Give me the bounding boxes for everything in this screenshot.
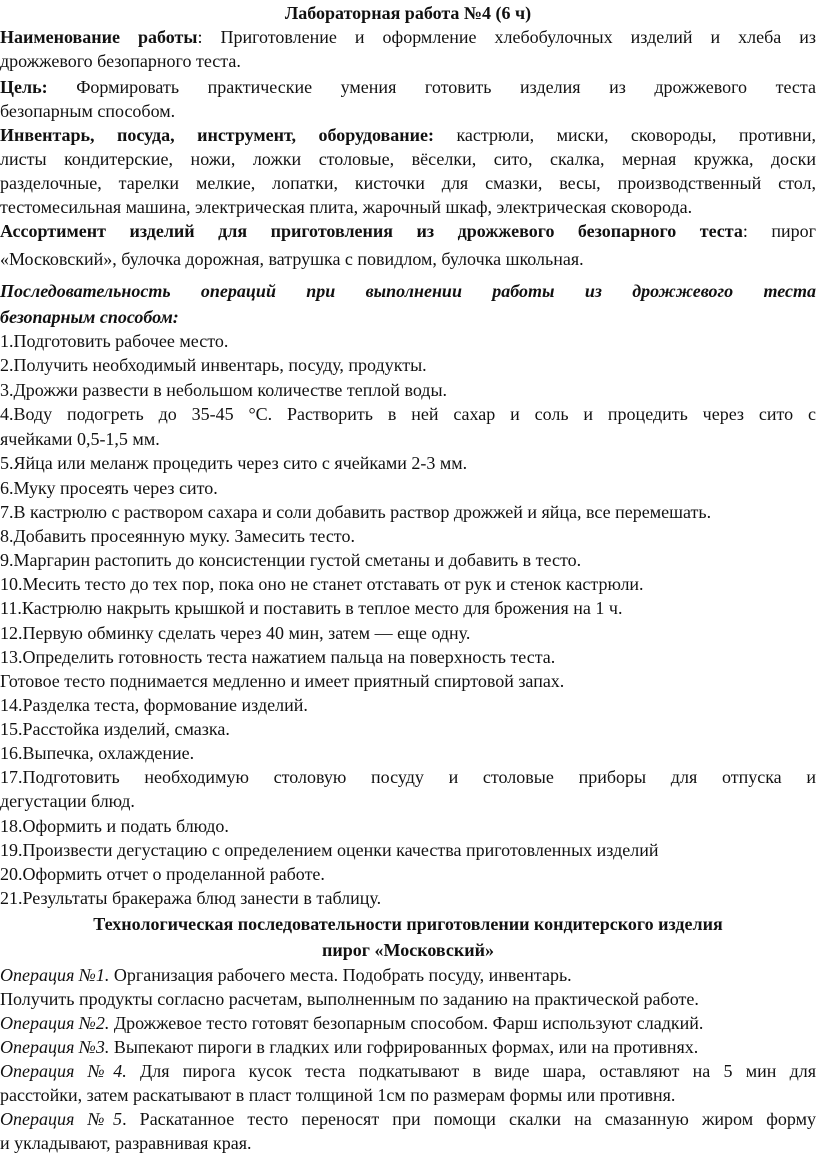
step-19: 19.Произвести дегустацию с определением оценки качества приготовленных изделий <box>0 840 659 860</box>
step-2: 2.Получить необходимый инвентарь, посуду, продукты. <box>0 355 427 375</box>
work-name-line-2: дрожжевого безопарного теста. <box>0 51 241 71</box>
page-title: Лабораторная работа №4 (6 ч) <box>284 3 532 23</box>
goal-text: Формировать практические умения готовить изделия из дрожжевого теста <box>47 77 816 97</box>
step-11: 11.Кастрюлю накрыть крышкой и поставить в теплое место для брожения на 1 ч. <box>0 598 623 618</box>
assortment-line-1 <box>0 220 816 242</box>
goal-line-2: безопарным способом. <box>0 101 176 121</box>
operation-1-text: Организация рабочего места. Подобрать посуду, инвентарь. <box>109 965 572 985</box>
step-12: 12.Первую обминку сделать через 40 мин, затем — еще одну. <box>0 623 471 643</box>
operation-3-label: Операция №3. <box>0 1037 110 1057</box>
step-6: 6.Муку просеять через сито. <box>0 478 218 498</box>
tech-heading-line-2: пирог «Московский» <box>322 940 494 960</box>
work-name-label: Наименование работы <box>0 27 198 47</box>
step-15: 15.Расстойка изделий, смазка. <box>0 719 230 739</box>
operation-4-text: Для пирога кусок теста подкатывают в виде шара, оставляют на 5 мин для <box>126 1061 816 1081</box>
assortment-text: : пирог <box>742 221 816 241</box>
operation-1 <box>0 964 816 986</box>
operation-2 <box>0 1012 816 1034</box>
step-17-line-2: дегустации блюд. <box>0 791 135 811</box>
inventory-line-4: тестомесильная машина, электрическая плита, жарочный шкаф, электрическая сковорода. <box>0 197 693 217</box>
tech-heading-line-1: Технологическая последовательности приготовлении кондитерского изделия <box>93 914 723 934</box>
step-7: 7.В кастрюлю с раствором сахара и соли добавить раствор дрожжей и яйца, все перемешать. <box>0 502 712 522</box>
step-8: 8.Добавить просеянную муку. Замесить тесто. <box>0 526 355 546</box>
operation-5-line-2: и укладывают, разравнивая края. <box>0 1133 252 1153</box>
inventory-label: Инвентарь, посуда, инструмент, оборудование: <box>0 125 434 145</box>
step-3: 3.Дрожжи развести в небольшом количестве теплой воды. <box>0 380 448 400</box>
operation-4-label: Операция №4. <box>0 1061 127 1081</box>
inventory-text: кастрюли, миски, сковороды, противни, <box>433 125 816 145</box>
assortment-label: Ассортимент изделий для приготовления из дрожжевого безопарного теста <box>0 221 743 241</box>
operation-5-text: . Раскатанное тесто переносят при помощи скалки на смазанную жиром форму <box>122 1109 816 1129</box>
step-21: 21.Результаты бракеража блюд занести в таблицу. <box>0 888 382 908</box>
sequence-heading-line-1: Последовательность операций при выполнении работы из дрожжевого теста <box>0 281 816 301</box>
step-18: 18.Оформить и подать блюдо. <box>0 816 229 836</box>
inventory-line-3: разделочные, тарелки мелкие, лопатки, кисточки для смазки, весы, производственный стол, <box>0 173 816 193</box>
operation-1-line-2: Получить продукты согласно расчетам, выполненным по заданию на практической работе. <box>0 989 699 1009</box>
step-4-line-1: 4.Воду подогреть до 35-45 °С. Растворить в ней сахар и соль и процедить через сито с <box>0 404 816 424</box>
step-16: 16.Выпечка, охлаждение. <box>0 743 195 763</box>
step-14: 14.Разделка теста, формование изделий. <box>0 695 308 715</box>
step-9: 9.Маргарин растопить до консистенции густой сметаны и добавить в тесто. <box>0 550 582 570</box>
operation-3-text: Выпекают пироги в гладких или гофрированных формах, или на противнях. <box>109 1037 699 1057</box>
step-17-line-1: 17.Подготовить необходимую столовую посуду и столовые приборы для отпуска и <box>0 767 816 787</box>
step-20: 20.Оформить отчет о проделанной работе. <box>0 864 325 884</box>
assortment-line-2: «Московский», булочка дорожная, ватрушка с повидлом, булочка школьная. <box>0 249 584 269</box>
operation-2-text: Дрожжевое тесто готовят безопарным способом. Фарш используют сладкий. <box>109 1013 704 1033</box>
operation-5-label: Операция №5 <box>0 1109 123 1129</box>
step-4-line-2: ячейками 0,5-1,5 мм. <box>0 429 160 449</box>
step-1: 1.Подготовить рабочее место. <box>0 331 229 351</box>
operation-2-label: Операция №2. <box>0 1013 110 1033</box>
operation-1-label: Операция №1. <box>0 965 110 985</box>
goal-line-1 <box>0 76 816 98</box>
step-5: 5.Яйца или меланж процедить через сито с ячейками 2-3 мм. <box>0 453 468 473</box>
step-10: 10.Месить тесто до тех пор, пока оно не станет отставать от рук и стенок кастрюли. <box>0 574 644 594</box>
operation-3 <box>0 1036 816 1058</box>
operation-5 <box>0 1108 816 1130</box>
work-name-line-1 <box>0 26 816 48</box>
work-name-text: : Приготовление и оформление хлебобулочных изделий и хлеба из <box>197 27 816 47</box>
goal-label: Цель: <box>0 77 48 97</box>
operation-4-line-2: расстойки, затем раскатывают в пласт толщиной 1см по размерам формы или противня. <box>0 1085 676 1105</box>
step-13: 13.Определить готовность теста нажатием пальца на поверхность теста. <box>0 647 556 667</box>
step-13-note: Готовое тесто поднимается медленно и имеет приятный спиртовой запах. <box>0 671 565 691</box>
sequence-heading-line-2: безопарным способом: <box>0 307 179 327</box>
inventory-line-2: листы кондитерские, ножи, ложки столовые, вёселки, сито, скалка, мерная кружка, доски <box>0 149 816 169</box>
operation-4 <box>0 1060 816 1082</box>
inventory-line-1 <box>0 124 816 146</box>
